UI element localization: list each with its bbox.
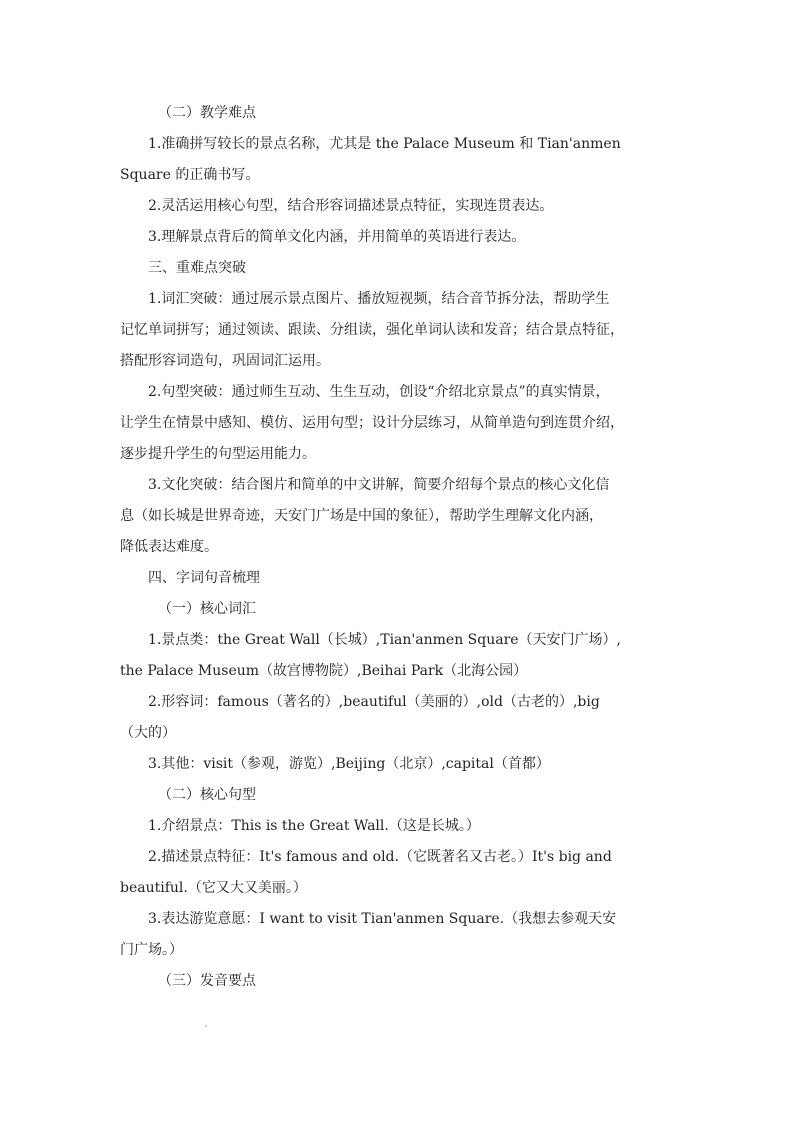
paragraph-line: 1.景点类：the Great Wall（长城）,Tian'anmen Square（天安门广场）, xyxy=(148,632,622,648)
paragraph-line: 3.其他：visit（参观，游览）,Beijing（北京）,capital（首都） xyxy=(148,756,550,772)
paragraph-line: 2.形容词：famous（著名的）,beautiful（美丽的）,old（古老的）,big xyxy=(148,694,600,710)
paragraph-line: 门广场。） xyxy=(120,942,183,958)
paragraph-line: 2.描述景点特征：It's famous and old.（它既著名又古老。）It's big and xyxy=(148,849,612,865)
subsection-heading-core-sentences: （二）核心句型 xyxy=(158,787,256,803)
paragraph-line: 搭配形容词造句，巩固词汇运用。 xyxy=(120,353,330,369)
subsection-heading-core-vocabulary: （一）核心词汇 xyxy=(158,601,256,617)
paragraph-line: 2.灵活运用核心句型，结合形容词描述景点特征，实现连贯表达。 xyxy=(148,198,554,214)
section-heading-teaching-difficulties: （二）教学难点 xyxy=(158,105,256,121)
subsection-heading-pronunciation: （三）发音要点 xyxy=(158,973,256,989)
section-heading-breakthrough: 三、重难点突破 xyxy=(148,260,246,276)
paragraph-line: 逐步提升学生的句型运用能力。 xyxy=(120,446,316,462)
paragraph-line: 3.文化突破：结合图片和简单的中文讲解，简要介绍每个景点的核心文化信 xyxy=(148,477,610,493)
paragraph-line: 3.表达游览意愿：I want to visit Tian'anmen Square.（我想去参观天安 xyxy=(148,911,617,927)
paragraph-line: 让学生在情景中感知、模仿、运用句型；设计分层练习，从简单造句到连贯介绍， xyxy=(120,415,624,431)
paragraph-line: beautiful.（它又大又美丽。） xyxy=(120,880,307,896)
paragraph-line: （大的） xyxy=(120,725,176,741)
section-heading-vocabulary-review: 四、字词句音梳理 xyxy=(148,570,260,586)
paragraph-line: 1.准确拼写较长的景点名称，尤其是 the Palace Museum 和 Tian'anmen xyxy=(148,136,621,152)
paragraph-line: 3.理解景点背后的简单文化内涵，并用简单的英语进行表达。 xyxy=(148,229,526,245)
paragraph-line: 1.词汇突破：通过展示景点图片、播放短视频，结合音节拆分法，帮助学生 xyxy=(148,291,610,307)
page-mark xyxy=(205,1025,207,1027)
paragraph-line: 降低表达难度。 xyxy=(120,539,218,555)
paragraph-line: the Palace Museum（故宫博物院）,Beihai Park（北海公园） xyxy=(120,663,528,679)
paragraph-line: 记忆单词拼写；通过领读、跟读、分组读，强化单词认读和发音；结合景点特征， xyxy=(120,322,624,338)
paragraph-line: Square 的正确书写。 xyxy=(120,167,260,183)
paragraph-line: 1.介绍景点：This is the Great Wall.（这是长城。） xyxy=(148,818,480,834)
paragraph-line: 2.句型突破：通过师生互动、生生互动，创设“介绍北京景点”的真实情景， xyxy=(148,384,610,400)
paragraph-line: 息（如长城是世界奇迹，天安门广场是中国的象征），帮助学生理解文化内涵， xyxy=(120,508,603,524)
document-body xyxy=(120,98,680,997)
